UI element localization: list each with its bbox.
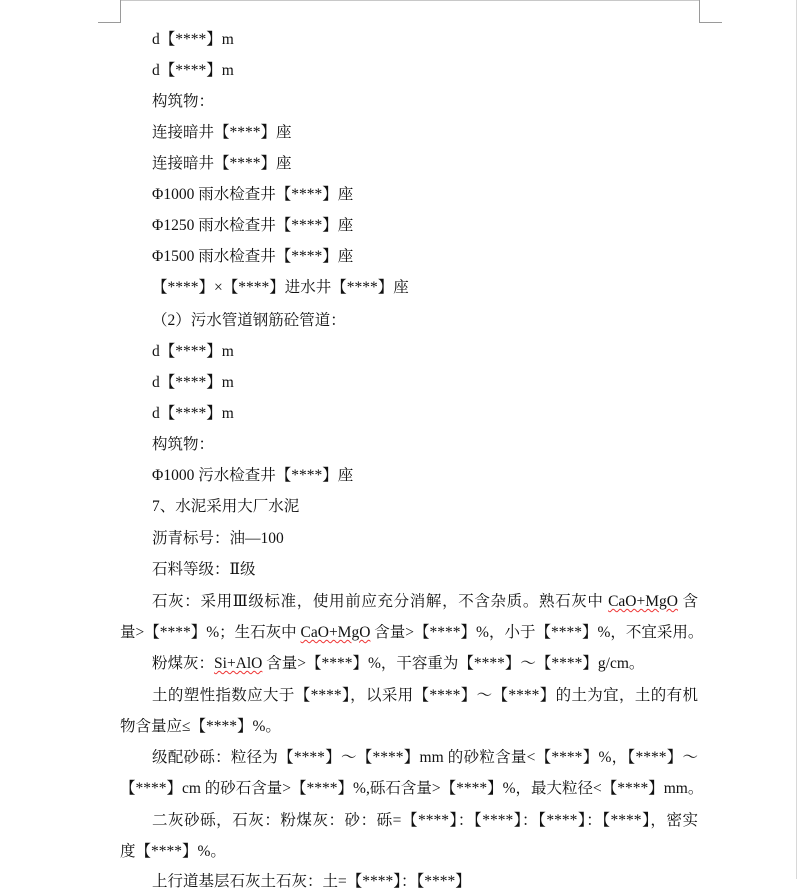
text-line: d【****】m — [152, 31, 234, 48]
text-line: 沥青标号：油—100 — [152, 530, 284, 547]
text-line: 构筑物： — [152, 436, 215, 453]
text-line: d【****】m — [152, 374, 234, 391]
lime-paragraph-line-2: 量>【****】%；生石灰中 CaO+MgO 含量>【****】%，小于【****】%，不宜采用。 — [120, 624, 704, 641]
page-top-edge — [121, 0, 699, 1]
crop-mark-left-vertical — [120, 0, 121, 22]
gravel-paragraph-line-2: 【****】cm 的砂石含量>【****】%,砾石含量>【****】%，最大粒径<【****】mm。 — [120, 780, 704, 797]
mix-paragraph-line-1: 二灰砂砾，石灰：粉煤灰：砂：砾=【****】：【****】：【****】：【****】，密实 — [152, 812, 698, 829]
text-line: 【****】×【****】进水井【****】座 — [152, 279, 409, 296]
text-line: d【****】m — [152, 62, 234, 79]
crop-mark-right-horizontal — [699, 22, 722, 23]
text-line: Φ1000 污水检查井【****】座 — [152, 467, 354, 484]
section-heading: （2）污水管道钢筋砼管道： — [152, 312, 346, 329]
section-heading: 7、水泥采用大厂水泥 — [152, 498, 300, 515]
spell-check-underline: CaO+MgO — [300, 624, 371, 641]
soil-paragraph-line-1: 土的塑性指数应大于【****】，以采用【****】～【****】的土为宜，土的有机 — [152, 687, 698, 704]
fly-ash-line: 粉煤灰：Si+AlO 含量>【****】%，干容重为【****】～【****】g/cm。 — [152, 655, 645, 672]
mix-paragraph-line-2: 度【****】%。 — [120, 843, 226, 860]
crop-mark-left-horizontal — [98, 22, 121, 23]
text-line: Φ1500 雨水检查井【****】座 — [152, 248, 354, 265]
text-line: 石料等级：Ⅱ级 — [152, 561, 256, 578]
crop-mark-right-vertical — [699, 0, 700, 22]
text-line: Φ1250 雨水检查井【****】座 — [152, 217, 354, 234]
text-line: d【****】m — [152, 405, 234, 422]
soil-paragraph-line-2: 物含量应≤【****】%。 — [120, 718, 281, 735]
text-line: Φ1000 雨水检查井【****】座 — [152, 186, 354, 203]
lime-paragraph-line-1: 石灰：采用Ⅲ级标准，使用前应充分消解，不含杂质。熟石灰中 CaO+MgO 含 — [152, 593, 698, 610]
gravel-paragraph-line-1: 级配砂砾：粒径为【****】～【****】mm 的砂粒含量<【****】%，【****】～ — [152, 749, 698, 766]
text-line: 构筑物： — [152, 93, 215, 110]
text-line: 连接暗井【****】座 — [152, 124, 292, 141]
spell-check-underline: Si+AlO — [214, 655, 263, 672]
cut-off-line: 上行道基层石灰土石灰：土=【****】：【****】 — [152, 873, 471, 890]
spell-check-underline: CaO+MgO — [608, 593, 678, 610]
text-line: 连接暗井【****】座 — [152, 155, 292, 172]
text-line: d【****】m — [152, 343, 234, 360]
